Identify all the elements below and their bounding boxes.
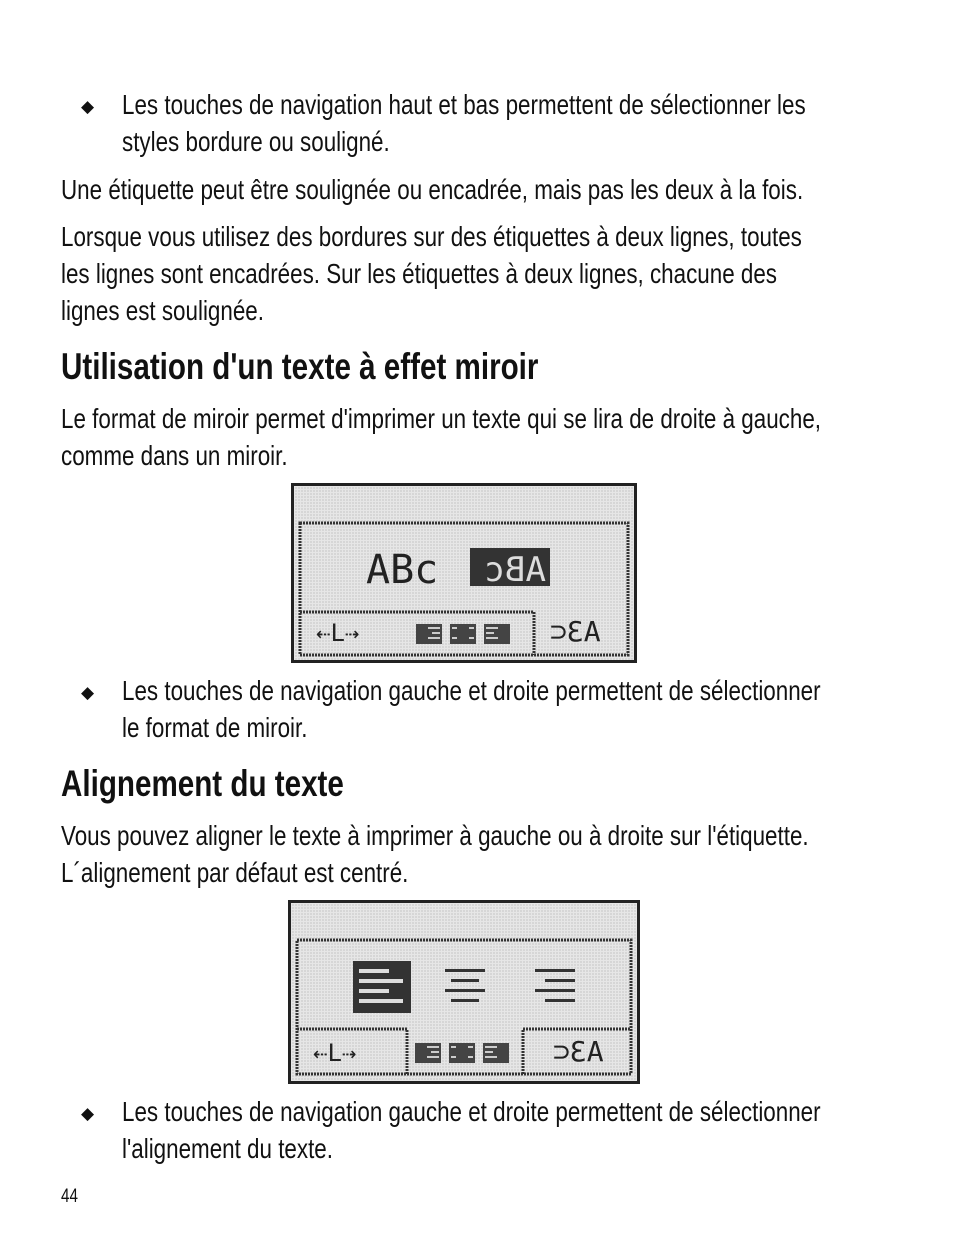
- section-heading: Utilisation d'un texte à effet miroir: [61, 346, 539, 387]
- bullet-line: Les touches de navigation haut et bas permettent de sélectionner les: [122, 89, 806, 120]
- bullet-line: styles bordure ou souligné.: [122, 126, 390, 157]
- align-left-icon: [415, 1043, 441, 1063]
- bullet-text: [122, 672, 821, 746]
- bullet-text: [122, 1093, 821, 1167]
- nav-arrows-label: ⇠L⇢: [316, 619, 360, 647]
- lcd-mirror-display: [291, 483, 637, 663]
- lcd-alignment-graphic: [291, 903, 637, 1081]
- section-heading: Alignement du texte: [61, 763, 344, 804]
- paragraph: Une étiquette peut être soulignée ou encadrée, mais pas les deux à la fois.: [61, 174, 804, 205]
- paragraph-line: les lignes sont encadrées. Sur les étiquettes à deux lignes, chacune des: [61, 258, 778, 289]
- align-right-icon: [484, 624, 510, 644]
- bullet-line: Les touches de navigation gauche et droite permettent de sélectionner: [122, 1096, 821, 1127]
- nav-arrows-label: ⇠L⇢: [313, 1039, 357, 1067]
- bullet-text: [122, 86, 806, 160]
- bullet-line: l'alignement du texte.: [122, 1133, 333, 1164]
- bullet-marker: ◆: [81, 683, 95, 702]
- mirror-tab-label: ⊃ƐA: [553, 1035, 604, 1068]
- paragraph: [61, 400, 821, 474]
- paragraph-line: comme dans un miroir.: [61, 440, 288, 471]
- align-center-icon: [449, 1043, 475, 1063]
- paragraph-line: Le format de miroir permet d'imprimer un texte qui se lira de droite à gauche,: [61, 403, 822, 434]
- paragraph-line: Lorsque vous utilisez des bordures sur des étiquettes à deux lignes, toutes: [61, 221, 802, 252]
- paragraph: [61, 218, 802, 329]
- bullet-marker: ◆: [81, 1104, 95, 1123]
- paragraph-line: L´alignement par défaut est centré.: [61, 857, 409, 888]
- paragraph: [61, 817, 809, 891]
- lcd-alignment-display: [288, 900, 640, 1084]
- paragraph-line: lignes est soulignée.: [61, 295, 264, 326]
- mirror-tab-label: ⊃ƐA: [550, 615, 601, 648]
- bullet-marker: ◆: [81, 97, 95, 116]
- bullet-line: le format de miroir.: [122, 712, 308, 743]
- align-center-large-icon: [445, 969, 485, 1002]
- page-number: 44: [61, 1186, 78, 1207]
- align-left-large-icon: [353, 961, 411, 1013]
- align-center-icon: [450, 624, 476, 644]
- lcd-main-text: ABc: [366, 547, 439, 593]
- bullet-line: Les touches de navigation gauche et droite permettent de sélectionner: [122, 675, 821, 706]
- align-right-large-icon: [535, 969, 575, 1002]
- align-left-icon: [416, 624, 442, 644]
- lcd-mirror-graphic: [294, 486, 634, 660]
- mirror-option-text: ABc: [484, 550, 546, 590]
- align-right-icon: [483, 1043, 509, 1063]
- paragraph-line: Vous pouvez aligner le texte à imprimer à gauche ou à droite sur l'étiquette.: [61, 820, 809, 851]
